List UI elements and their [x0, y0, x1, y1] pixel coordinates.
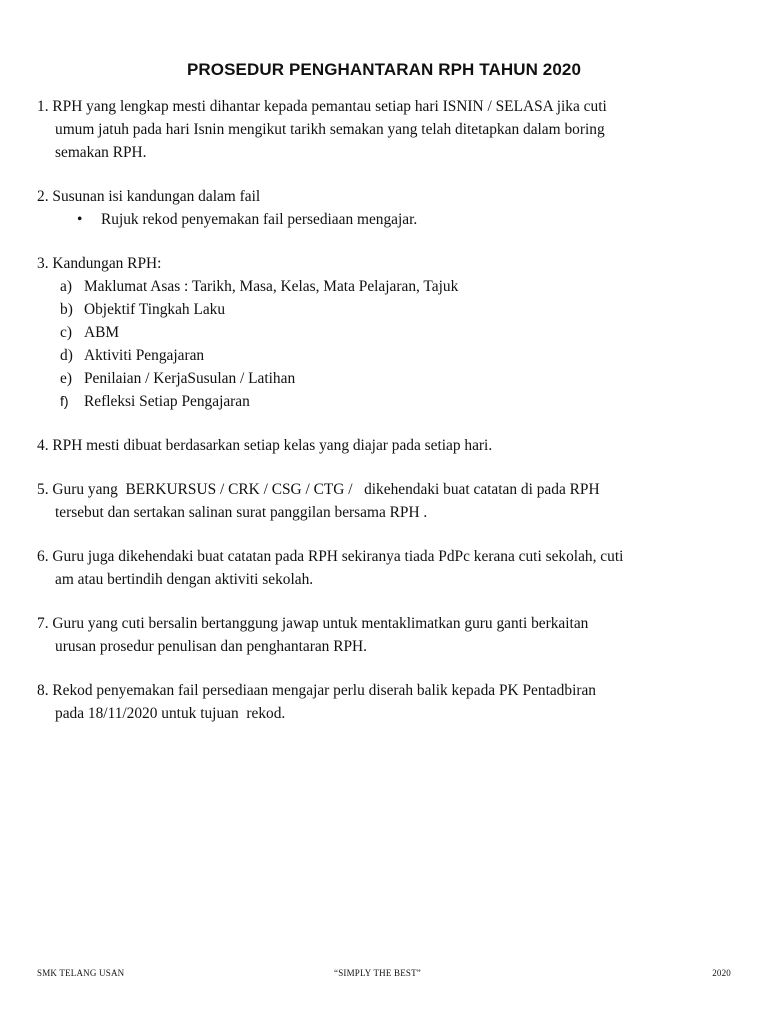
- item-line: urusan prosedur penulisan dan penghantaran RPH.: [55, 638, 368, 655]
- sub-item-text: ABM: [84, 324, 120, 341]
- footer-school-name: SMK TELANG USAN: [37, 968, 125, 978]
- procedure-item-3: [37, 252, 737, 413]
- sub-item: [37, 321, 737, 344]
- page-footer: [37, 968, 731, 982]
- item-line: semakan RPH.: [55, 144, 147, 161]
- item-line: 4. RPH mesti dibuat berdasarkan setiap kelas yang diajar pada setiap hari.: [37, 437, 493, 454]
- item-line: am atau bertindih dengan aktiviti sekolah.: [55, 571, 314, 588]
- footer-year: 2020: [712, 968, 731, 978]
- procedure-item-2: [37, 185, 737, 231]
- sub-item: [37, 390, 737, 413]
- item-line: 7. Guru yang cuti bersalin bertanggung jawap untuk mentaklimatkan guru ganti berkaitan: [37, 615, 589, 632]
- item-line: tersebut dan sertakan salinan surat panggilan bersama RPH .: [55, 504, 428, 521]
- page-title: PROSEDUR PENGHANTARAN RPH TAHUN 2020: [186, 60, 582, 79]
- procedure-item-6: [37, 545, 737, 591]
- bullet-item: [37, 208, 737, 231]
- bullet-icon: •: [77, 211, 83, 228]
- sub-item-text: Penilaian / KerjaSusulan / Latihan: [84, 370, 296, 387]
- item-line: 8. Rekod penyemakan fail persediaan mengajar perlu diserah balik kepada PK Pentadbiran: [37, 682, 596, 699]
- sub-item-text: Maklumat Asas : Tarikh, Masa, Kelas, Mata Pelajaran, Tajuk: [84, 278, 459, 295]
- sub-item-marker: b): [60, 301, 73, 318]
- item-line: 1. RPH yang lengkap mesti dihantar kepada pemantau setiap hari ISNIN / SELASA jika cuti: [37, 98, 607, 115]
- item-line: pada 18/11/2020 untuk tujuan rekod.: [55, 705, 286, 722]
- footer-motto: “SIMPLY THE BEST”: [334, 968, 421, 978]
- sub-item-text: Aktiviti Pengajaran: [84, 347, 205, 364]
- item-line: 5. Guru yang BERKURSUS / CRK / CSG / CTG / dikehendaki buat catatan di pada RPH: [37, 481, 600, 498]
- procedure-list: [37, 95, 737, 746]
- sub-item-marker: f): [60, 393, 69, 409]
- sub-item: [37, 275, 737, 298]
- procedure-item-7: [37, 612, 737, 658]
- procedure-item-8: [37, 679, 737, 725]
- procedure-item-5: [37, 478, 737, 524]
- sub-item-marker: c): [60, 324, 72, 341]
- procedure-item-1: [37, 95, 737, 164]
- sub-item: [37, 367, 737, 390]
- sub-item: [37, 344, 737, 367]
- sub-item-marker: e): [60, 370, 72, 387]
- item-line: 3. Kandungan RPH:: [37, 255, 162, 272]
- item-line: 2. Susunan isi kandungan dalam fail: [37, 188, 261, 205]
- sub-item: [37, 298, 737, 321]
- procedure-item-4: [37, 434, 737, 457]
- sub-item-marker: a): [60, 278, 72, 295]
- sub-item-marker: d): [60, 347, 73, 364]
- bullet-text: Rujuk rekod penyemakan fail persediaan mengajar.: [101, 211, 418, 228]
- item-line: umum jatuh pada hari Isnin mengikut tarikh semakan yang telah ditetapkan dalam boring: [55, 121, 605, 138]
- sub-item-text: Objektif Tingkah Laku: [84, 301, 226, 318]
- item-line: 6. Guru juga dikehendaki buat catatan pada RPH sekiranya tiada PdPc kerana cuti sekolah, cuti: [37, 548, 624, 565]
- sub-item-text: Refleksi Setiap Pengajaran: [84, 393, 250, 410]
